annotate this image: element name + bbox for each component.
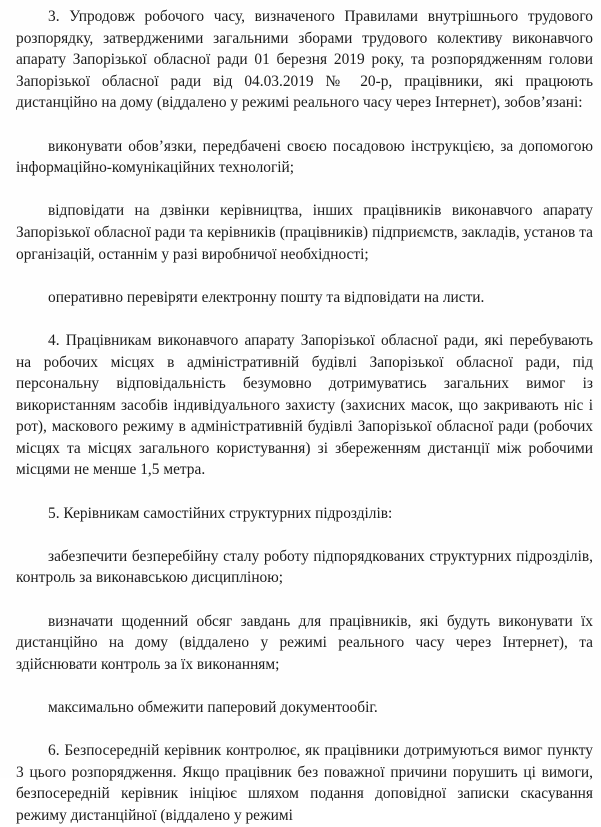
paragraph-duty-define-tasks: визначати щоденний обсяг завдань для працівників, які будуть виконувати їх дистанційно на дому (віддалено у режимі реального часу через Інтернет), та здійснювати контроль за їх виконанням; — [16, 612, 593, 673]
paragraph-duty-perform-instructions: виконувати обов’язки, передбачені своєю посадовою інструкцією, за допомогою інформаційно-комунікаційних технологій; — [16, 137, 593, 177]
paragraph-item-5: 5. Керівникам самостійних структурних підрозділів: — [48, 504, 393, 522]
paragraph-spacer — [16, 589, 593, 611]
paragraph-duty-check-email: оперативно перевіряти електронну пошту та відповідати на листи. — [48, 288, 485, 306]
paragraph-duty-limit-paper: максимально обмежити паперовий документообіг. — [48, 699, 378, 716]
paragraph-spacer — [16, 308, 593, 330]
paragraph-spacer — [16, 265, 593, 287]
paragraph-item-6: 6. Безпосередній керівник контролює, як працівники дотримуються вимог пункту 3 цього розпорядження. Якщо працівник без поважної причини порушить ці вимоги, безпосередній керівник ініціює шляхом подання доповідної записки скасування режиму дистанційної (віддалено у режимі — [16, 742, 593, 824]
paragraph-item-4: 4. Працівникам виконавчого апарату Запорізької обласної ради, які перебувають на робочих місцях в адміністративній будівлі Запорізької обласної ради, під персональну відповідальність безумовно дотримуватись загальних вимог із використанням засобів індивідуального захисту (захисних масок, що закривають ніс і рот), маскового режиму в адміністративній будівлі Запорізької обласної ради (робочих місцях та місцях загального користування) зі збереженням дистанції між робочими місцями не менше 1,5 метра. — [16, 331, 593, 479]
paragraph-item-3: 3. Упродовж робочого часу, визначеного Правилами внутрішнього трудового розпорядку, затвердженими загальними зборами трудового колективу виконавчого апарату Запорізької обласної ради 01 березня 2019 року, та розпорядженням голови Запорізької обласної ради від 04.03.2019 № 20-р, працівники, які працюють дистанційно на дому (віддалено у режимі реального часу через Інтернет), зобов’язані: — [16, 8, 593, 112]
paragraph-duty-answer-calls: відповідати на дзвінки керівництва, інших працівників виконавчого апарату Запорізької обласної ради та керівників (працівників) підприємств, закладів, установ та організацій, останнім у разі виробничої необхідності; — [16, 202, 593, 263]
paragraph-spacer — [16, 114, 593, 136]
paragraph-spacer — [16, 179, 593, 201]
paragraph-spacer — [16, 481, 593, 503]
paragraph-spacer — [16, 524, 593, 546]
document-body — [16, 6, 593, 827]
paragraph-spacer — [16, 675, 593, 697]
paragraph-spacer — [16, 719, 593, 741]
paragraph-duty-ensure-work: забезпечити безперебійну сталу роботу підпорядкованих структурних підрозділів, контроль за виконавською дисципліною; — [16, 547, 593, 587]
